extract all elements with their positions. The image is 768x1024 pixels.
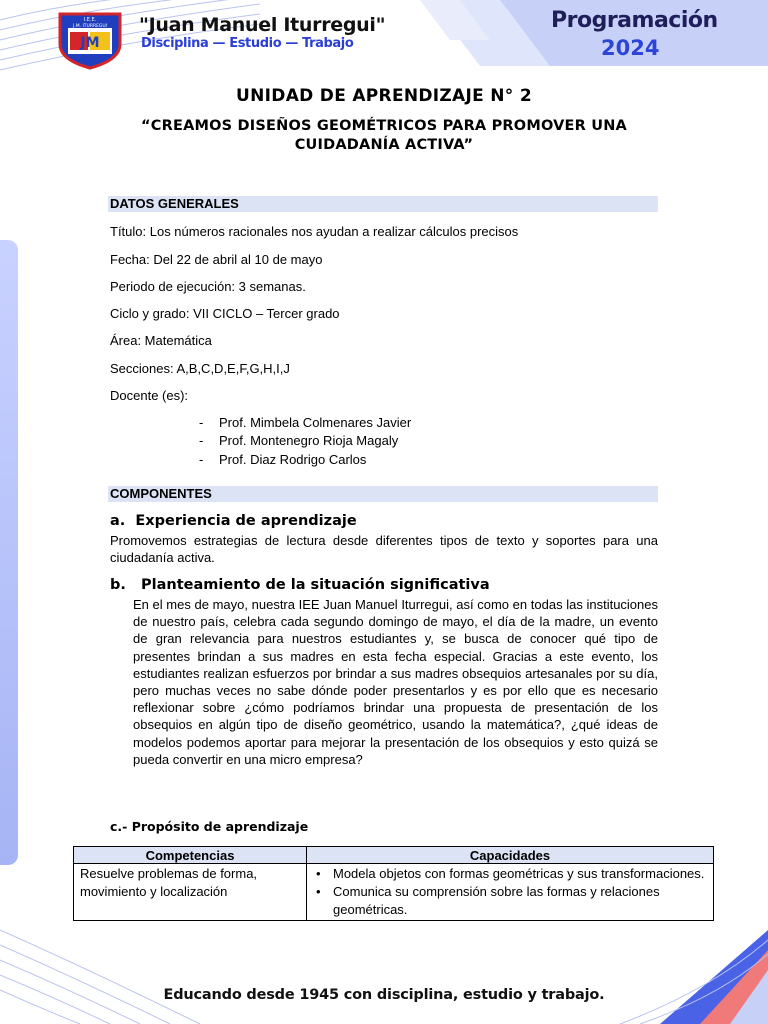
subheading-b [110,577,490,593]
table-header-capacidades: Capacidades [307,847,714,864]
corner-decoration-bottom-right [620,930,768,1024]
subheading-b-label: b. [110,577,126,593]
capacidades-cell [307,864,714,921]
school-motto: Disciplina — Estudio — Trabajo [141,36,354,51]
section-heading-general: DATOS GENERALES [108,196,658,212]
teacher-name: Prof. Diaz Rodrigo Carlos [219,452,367,467]
teacher-name: Prof. Mimbela Colmenares Javier [219,415,412,430]
school-logo [54,10,126,68]
competencies-table [73,846,714,921]
list-dash: - [199,415,204,430]
subheading-b-title: Planteamiento de la situación significativa [141,577,490,593]
capacidad-item [316,883,707,919]
competencia-text: Resuelve problemas de forma, movimiento y localización [80,866,258,899]
subheading-a [110,513,357,529]
teacher-item [199,415,411,430]
field-secciones: Secciones: A,B,C,D,E,F,G,H,I,J [110,361,290,376]
table-row [74,864,714,921]
table-header-competencias: Competencias [74,847,307,864]
left-decorative-bar [0,240,18,865]
purpose-heading: c.- Propósito de aprendizaje [110,819,309,834]
school-name: "Juan Manuel Iturregui" [139,14,386,36]
field-docente: Docente (es): [110,388,189,403]
capacidad-item [316,865,707,883]
unit-title: UNIDAD DE APRENDIZAJE N° 2 [236,86,532,106]
field-titulo: Título: Los números racionales nos ayudan a realizar cálculos precisos [110,224,519,239]
capacidad-text: Comunica su comprensión sobre las formas y relaciones geométricas. [333,884,660,917]
bullet-icon: • [316,884,321,899]
teacher-item [199,433,398,448]
subheading-a-title: Experiencia de aprendizaje [135,513,357,529]
situation-paragraph: En el mes de mayo, nuestra IEE Juan Manuel Iturregui, así como en todas las instituciones de nuestro país, celebra cada segundo domingo de mayo, el día de la madre, un evento de gran relevancia para nuestros estudiantes y, se busca de conocer qué tipo de presentes brindan a sus madres en esta fecha especial. Gracias a este evento, los estudiantes realizan esfuerzos por brindar a sus madres obsequios artesanales por su día, pero muchas veces no sabe dónde poder presentarlos y es por ello que es necesario reflexionar sobre ¿cómo podríamos brindar una propuesta de presentación de los obsequios en algún tipo de diseño geométrico, usando la matemática?, ¿qué ideas de modelos podemos aportar para mejorar la presentación de los obsequios y esto quizá se pueda convertir en una micro empresa? [133,597,658,767]
bullet-icon: • [316,866,321,881]
field-fecha: Fecha: Del 22 de abril al 10 de mayo [110,252,323,267]
competencia-cell [74,864,307,921]
field-ciclo: Ciclo y grado: VII CICLO – Tercer grado [110,306,340,321]
field-area: Área: Matemática [110,333,212,348]
teacher-name: Prof. Montenegro Rioja Magaly [219,433,399,448]
list-dash: - [199,452,204,467]
unit-subtitle: “CREAMOS DISEÑOS GEOMÉTRICOS PARA PROMOVER UNA CUIDADANÍA ACTIVA” [141,118,627,153]
footer-slogan: Educando desde 1945 con disciplina, estudio y trabajo. [163,987,605,1003]
program-title: Programación [551,8,718,33]
section-heading-components: COMPONENTES [108,486,658,502]
field-periodo: Periodo de ejecución: 3 semanas. [110,279,306,294]
experience-paragraph: Promovemos estrategias de lectura desde diferentes tipos de texto y soportes para una ciudadanía activa. [110,533,658,566]
list-dash: - [199,433,204,448]
logo-top-text: I.E.E. [83,17,97,23]
teacher-item [199,452,366,467]
logo-mark-text: JM [80,35,100,51]
logo-middle-text: J.M. ITURREGUI [72,24,108,29]
program-year: 2024 [601,36,660,60]
subheading-a-label: a. [110,513,126,529]
capacidad-text: Modela objetos con formas geométricas y sus transformaciones. [333,866,705,881]
